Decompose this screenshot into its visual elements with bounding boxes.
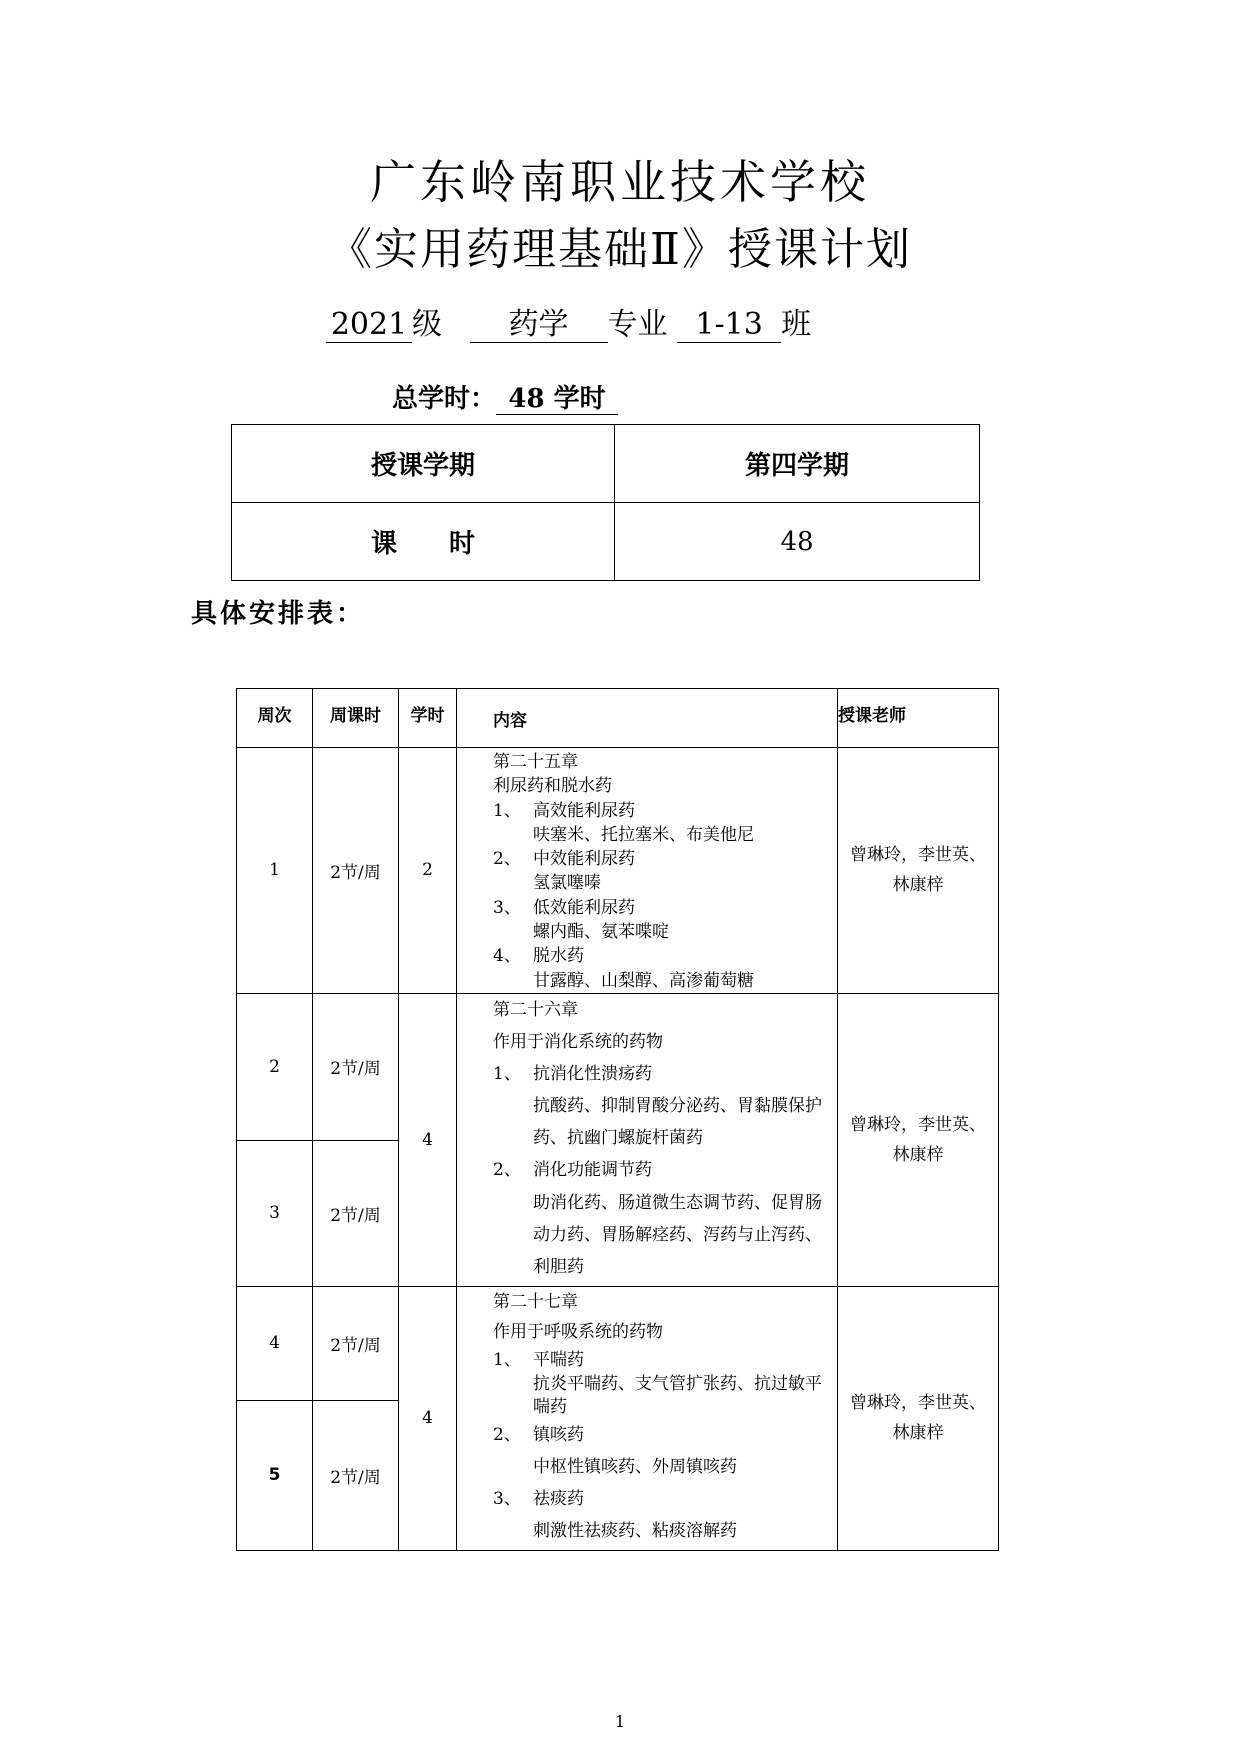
total-hours-value: 48 学时 — [496, 384, 618, 415]
item-number: 3、 — [493, 1488, 521, 1509]
chapter-topic: 作用于消化系统的药物 — [493, 1032, 663, 1053]
hours-cell: 4 — [399, 993, 457, 1286]
list-item — [493, 896, 837, 920]
teacher-cell: 曾琳玲，李世英、林康梓 — [838, 1286, 999, 1550]
week-hours-cell: 2节/周 — [313, 993, 399, 1140]
chapter-title: 第二十六章 — [493, 999, 578, 1020]
schedule-table — [236, 688, 999, 1551]
table-row — [237, 1286, 999, 1400]
item-number: 4、 — [493, 946, 521, 967]
item-title: 高效能利尿药 — [533, 800, 635, 821]
item-detail: 刺激性祛痰药、粘痰溶解药 — [533, 1520, 737, 1541]
item-detail: 呋塞米、托拉塞米、布美他尼 — [533, 824, 754, 845]
item-number: 2、 — [493, 849, 521, 870]
schedule-header-row — [237, 689, 999, 748]
content-cell — [457, 1286, 838, 1550]
week-cell: 2 — [237, 993, 313, 1140]
week-hours-cell: 2节/周 — [313, 1140, 399, 1286]
item-number: 1、 — [493, 800, 521, 821]
item-detail: 助消化药、肠道微生态调节药、促胃肠 — [533, 1192, 822, 1213]
chapter-title: 第二十五章 — [493, 752, 578, 772]
header-content: 内容 — [457, 689, 838, 748]
item-title: 镇咳药 — [533, 1424, 584, 1445]
header-teacher: 授课老师 — [838, 689, 999, 748]
classes-value: 1-13 — [677, 308, 781, 343]
list-item — [493, 847, 837, 871]
item-title: 中效能利尿药 — [533, 849, 635, 870]
major-suffix: 专业 — [607, 307, 668, 342]
list-item — [493, 944, 837, 968]
major-value: 药学 — [470, 308, 608, 343]
content-cell — [457, 748, 838, 994]
item-title: 祛痰药 — [533, 1488, 584, 1509]
hours-value: 48 — [615, 503, 980, 581]
week-hours-cell: 2节/周 — [313, 1400, 399, 1550]
list-item — [493, 1419, 837, 1451]
list-item — [493, 1154, 837, 1186]
teacher-cell: 曾琳玲，李世英、林康梓 — [838, 993, 999, 1286]
list-item — [493, 1483, 837, 1515]
item-title: 抗消化性溃疡药 — [533, 1064, 652, 1085]
week-hours-cell: 2节/周 — [313, 748, 399, 994]
schedule-section-title: 具体安排表： — [191, 599, 366, 629]
total-hours-line — [392, 380, 618, 418]
item-number: 1、 — [493, 1349, 521, 1370]
hours-label: 课 时 — [232, 503, 615, 581]
item-title: 平喘药 — [533, 1349, 584, 1370]
week-cell: 1 — [237, 748, 313, 994]
week-cell: 4 — [237, 1286, 313, 1400]
page-number: 1 — [614, 1712, 626, 1731]
table-row — [237, 748, 999, 994]
item-detail: 喘药 — [533, 1396, 567, 1417]
header-hours: 学时 — [399, 689, 457, 748]
item-detail: 动力药、胃肠解痉药、泻药与止泻药、 — [533, 1224, 822, 1245]
header-week-hours: 周课时 — [313, 689, 399, 748]
teacher-cell: 曾琳玲，李世英、林康梓 — [838, 748, 999, 994]
table-row — [237, 993, 999, 1140]
week-cell: 5 — [237, 1400, 313, 1550]
item-number: 2、 — [493, 1160, 521, 1181]
content-cell — [457, 993, 838, 1286]
item-number: 3、 — [493, 897, 521, 918]
plan-title: 《实用药理基础Ⅱ》授课计划 — [328, 224, 912, 275]
list-item — [493, 799, 837, 823]
chapter-topic: 作用于呼吸系统的药物 — [493, 1321, 663, 1342]
item-detail: 抗炎平喘药、支气管扩张药、抗过敏平 — [533, 1373, 822, 1394]
semester-label: 授课学期 — [232, 425, 615, 503]
item-number: 1、 — [493, 1064, 521, 1085]
item-detail: 中枢性镇咳药、外周镇咳药 — [533, 1456, 737, 1477]
classes-suffix: 班 — [781, 307, 812, 342]
list-item — [493, 1347, 837, 1373]
hours-cell: 4 — [399, 1286, 457, 1550]
grade-value: 2021 — [326, 308, 412, 343]
header-week: 周次 — [237, 689, 313, 748]
hours-cell: 2 — [399, 748, 457, 994]
chapter-topic: 利尿药和脱水药 — [493, 776, 612, 797]
item-title: 消化功能调节药 — [533, 1160, 652, 1181]
item-detail: 氢氯噻嗪 — [533, 873, 601, 894]
item-detail: 甘露醇、山梨醇、高渗葡萄糖 — [533, 970, 754, 991]
summary-table — [231, 424, 980, 581]
class-info-line — [326, 305, 811, 345]
item-detail: 螺内酯、氨苯喋啶 — [533, 922, 669, 943]
week-cell: 3 — [237, 1140, 313, 1286]
item-detail: 利胆药 — [533, 1256, 584, 1277]
item-title: 低效能利尿药 — [533, 897, 635, 918]
item-number: 2、 — [493, 1424, 521, 1445]
total-hours-label: 总学时： — [392, 384, 497, 414]
semester-value: 第四学期 — [615, 425, 980, 503]
item-detail: 药、抗幽门螺旋杆菌药 — [533, 1128, 703, 1149]
list-item — [493, 1058, 837, 1090]
week-hours-cell: 2节/周 — [313, 1286, 399, 1400]
chapter-title: 第二十七章 — [493, 1291, 578, 1312]
item-title: 脱水药 — [533, 946, 584, 967]
item-detail: 抗酸药、抑制胃酸分泌药、胃黏膜保护 — [533, 1096, 822, 1117]
grade-suffix: 级 — [412, 307, 442, 342]
school-name: 广东岭南职业技术学校 — [370, 155, 870, 209]
